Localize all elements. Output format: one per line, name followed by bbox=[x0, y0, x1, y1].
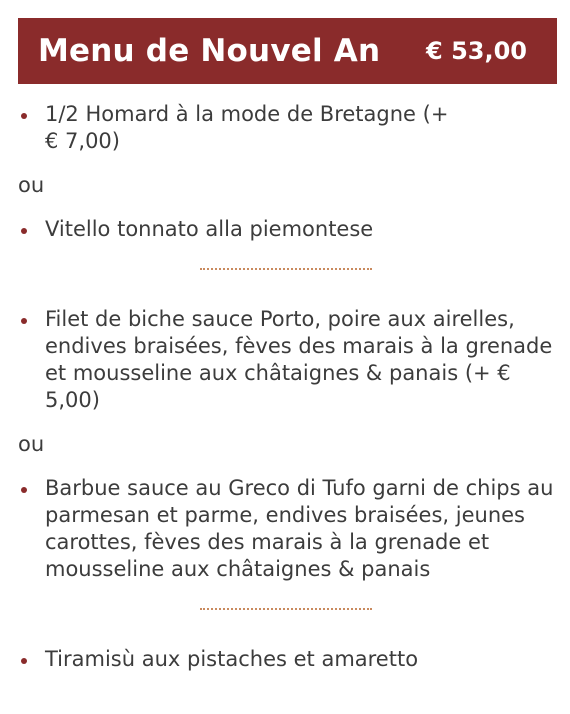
bullet-icon bbox=[21, 487, 27, 493]
course-divider bbox=[200, 268, 372, 270]
menu-item-text: 1/2 Homard à la mode de Bretagne (+ € 7,00) bbox=[45, 102, 449, 153]
menu-item-text: Tiramisù aux pistaches et amaretto bbox=[45, 647, 419, 671]
menu-title: Menu de Nouvel An bbox=[38, 33, 381, 69]
menu-item-main-2 bbox=[18, 475, 555, 583]
menu-header bbox=[18, 18, 557, 84]
bullet-icon bbox=[21, 318, 27, 324]
menu-content bbox=[18, 101, 553, 673]
or-separator: ou bbox=[18, 432, 45, 456]
menu-price: € 53,00 bbox=[426, 37, 527, 65]
or-separator: ou bbox=[18, 173, 45, 197]
menu-item-main-1 bbox=[18, 306, 555, 414]
menu-item-text: Vitello tonnato alla piemontese bbox=[45, 217, 374, 241]
menu-item-starter-1 bbox=[18, 101, 465, 155]
bullet-icon bbox=[21, 658, 27, 664]
menu-item-text: Filet de biche sauce Porto, poire aux airelles, endives braisées, fèves des marais à la grenade et mousseline aux châtaignes & panais (+ € 5,00) bbox=[45, 307, 553, 412]
bullet-icon bbox=[21, 228, 27, 234]
menu-item-text: Barbue sauce au Greco di Tufo garni de chips au parmesan et parme, endives braisées, jeunes carottes, fèves des marais à la grenade et mousseline aux châtaignes & panais bbox=[45, 476, 554, 581]
bullet-icon bbox=[21, 113, 27, 119]
menu-item-dessert-1 bbox=[18, 646, 553, 673]
course-divider bbox=[200, 608, 372, 610]
menu-item-starter-2 bbox=[18, 216, 553, 243]
